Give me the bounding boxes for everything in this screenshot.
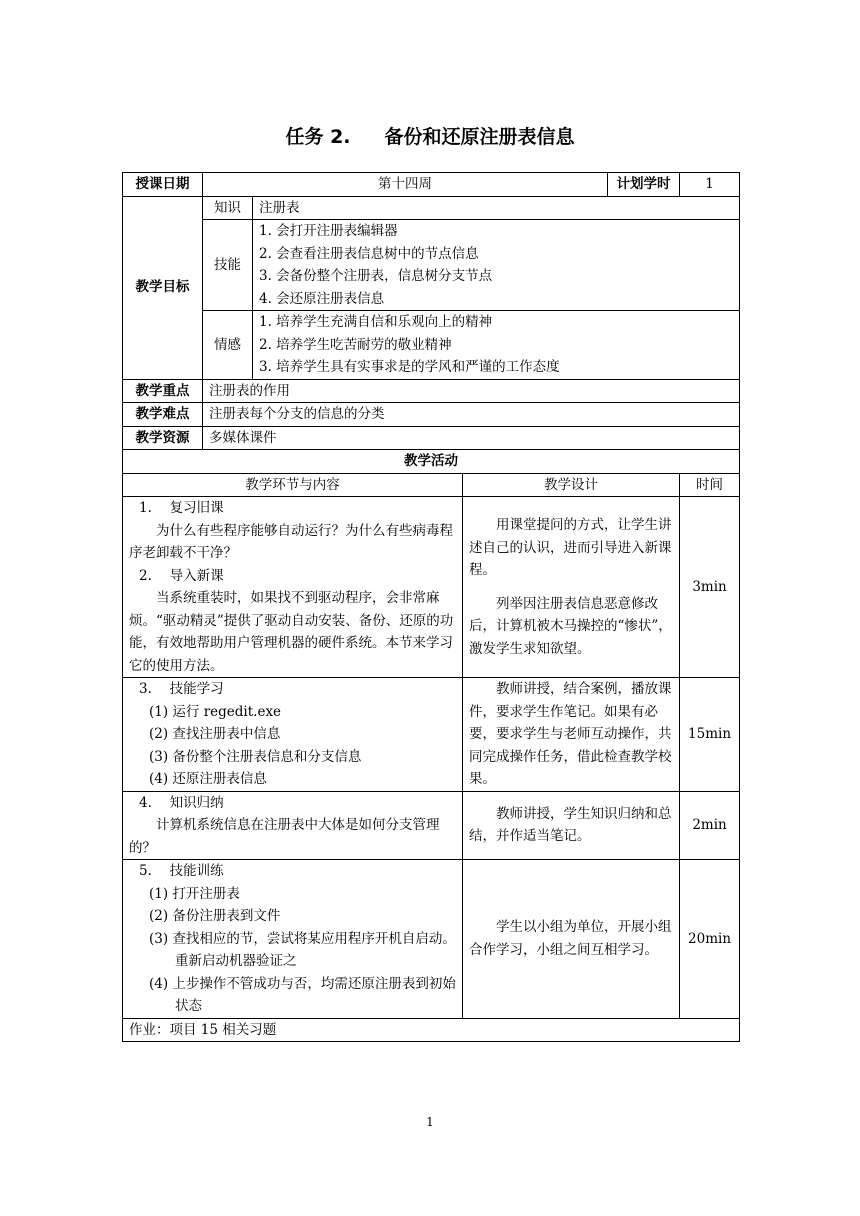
col-content-header: 教学环节与内容 [123,473,463,497]
list-item: (4) 上步操作不管成功与否，均需还原注册表到初始状态 [149,975,456,1014]
title-number: 任务 2. [285,126,351,148]
header-row [123,173,740,197]
activity-design [463,678,680,792]
activity-content [123,497,463,678]
list-item: 2. 会查看注册表信息树中的节点信息 [259,245,479,262]
homework-row [123,1018,740,1042]
list-item: (3) 备份整个注册表信息和分支信息 [149,748,362,765]
homework: 作业：项目 15 相关习题 [123,1018,740,1042]
list-item: (2) 备份注册表到文件 [149,908,281,924]
activity-row [123,678,740,792]
design-paragraph: 教师讲授，学生知识归纳和总结，并作适当笔记。 [469,805,672,845]
page-number: 1 [426,1115,434,1129]
activity-time: 2min [680,791,740,860]
difficulty-row [123,403,740,427]
list-item: 1. 培养学生充满自信和乐观向上的精神 [259,314,493,330]
list-item: (4) 还原注册表信息 [149,771,267,787]
activity-row [123,860,740,1019]
title-text: 备份和还原注册表信息 [384,126,575,148]
objectives-label: 教学目标 [123,196,203,379]
list-item: 4. 会还原注册表信息 [259,290,385,307]
list-item: 3. 培养学生具有实事求是的学风和严谨的工作态度 [259,359,560,375]
design-paragraph: 教师讲授，结合案例，播放课件，要求学生作笔记。如果有必要，要求学生与老师互动操作，共同完成操作任务，借此检查教学校果。 [469,681,672,787]
difficulty-label: 教学难点 [123,403,203,427]
hours-value: 1 [680,173,740,197]
key-point-label: 教学重点 [123,379,203,403]
activity-row [123,791,740,860]
date-value: 第十四周 [203,173,608,197]
activities-header-row [123,473,740,497]
activity-design [463,791,680,860]
resources-row [123,426,740,450]
objective-knowledge-row [123,196,740,220]
list-item: 1. 会打开注册表编辑器 [259,223,398,239]
design-paragraph: 用课堂提问的方式，让学生讲述自己的认识，进而引导进入新课程。 [469,517,672,578]
document-title [0,122,860,149]
activity-row [123,497,740,678]
design-paragraph: 学生以小组为单位，开展小组合作学习，小组之间互相学习。 [469,919,672,958]
activities-title-row [123,450,740,474]
objective-emotion-row [123,311,740,380]
list-item: (1) 打开注册表 [149,885,240,902]
section-heading: 2. 导入新课 [139,567,224,584]
key-point-row [123,379,740,403]
list-item: 3. 会备份整个注册表，信息树分支节点 [259,268,493,284]
activity-time: 3min [680,497,740,678]
lesson-plan-table [122,172,740,1042]
activity-design [463,497,680,678]
col-design-header: 教学设计 [463,473,680,497]
objective-skills-row [123,220,740,311]
emotion-list [253,311,740,380]
paragraph: 为什么有些程序能够自动运行？为什么有些病毒程序老卸载不干净？ [129,522,453,561]
resources-value: 多媒体课件 [203,426,740,450]
activity-time: 15min [680,678,740,792]
date-label: 授课日期 [123,173,203,197]
col-time-header: 时间 [680,473,740,497]
skills-list [253,220,740,311]
emotion-label: 情感 [203,311,253,380]
section-heading: 1. 复习旧课 [139,500,224,516]
paragraph: 计算机系统信息在注册表中大体是如何分支管理的？ [129,817,440,856]
list-item: 2. 培养学生吃苦耐劳的敬业精神 [259,336,452,353]
difficulty-value: 注册表每个分支的信息的分类 [203,403,740,427]
activity-content [123,678,463,792]
key-point-value: 注册表的作用 [203,379,740,403]
list-item: (1) 运行 regedit.exe [149,703,282,720]
activities-title: 教学活动 [123,450,740,474]
activity-content [123,860,463,1019]
section-heading: 5. 技能训练 [139,863,224,879]
section-heading: 3. 技能学习 [139,681,224,697]
list-item: (3) 查找相应的节，尝试将某应用程序开机自启动。重新启动机器验证之 [149,930,456,969]
list-item: (2) 查找注册表中信息 [149,726,281,742]
design-paragraph: 列举因注册表信息恶意修改后，计算机被木马操控的“惨状”，激发学生求知欲望。 [469,595,672,657]
activity-time: 20min [680,860,740,1019]
paragraph: 当系统重装时，如果找不到驱动程序，会非常麻烦。“驱动精灵”提供了驱动自动安装、备份、还原的功能，有效地帮助用户管理机器的硬件系统。本节来学习它的使用方法。 [129,590,454,674]
section-heading: 4. 知识归纳 [139,794,224,811]
knowledge-value: 注册表 [253,196,740,220]
activity-content [123,791,463,860]
resources-label: 教学资源 [123,426,203,450]
hours-label: 计划学时 [608,173,680,197]
skills-label: 技能 [203,220,253,311]
activity-design [463,860,680,1019]
knowledge-label: 知识 [203,196,253,220]
